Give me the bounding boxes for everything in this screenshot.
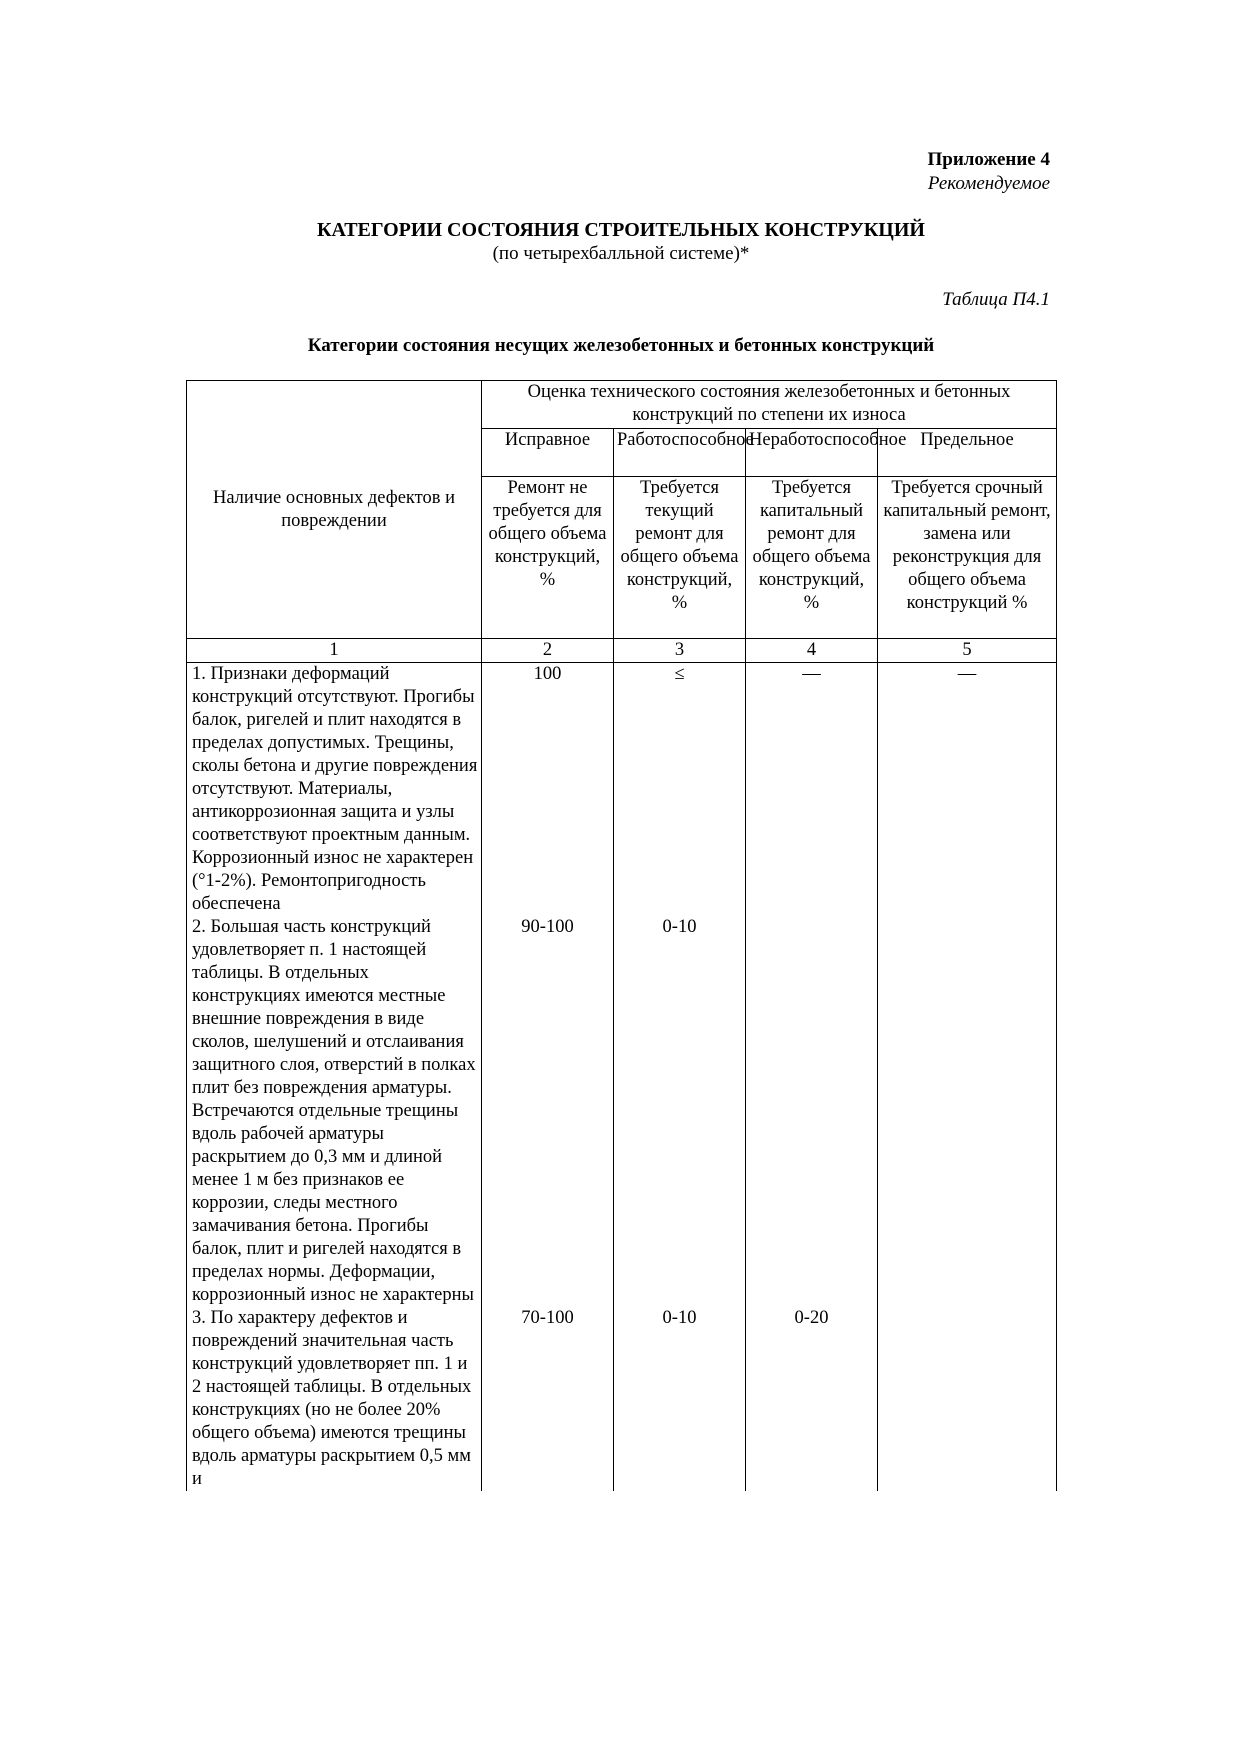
value-critical [878, 916, 1057, 1307]
document-title: КАТЕГОРИИ СОСТОЯНИЯ СТРОИТЕЛЬНЫХ КОНСТРУКЦИЙ [317, 219, 925, 241]
header-action-current: Требуется текущий ремонт для общего объема конструкций, % [614, 477, 746, 639]
condition-categories-table [186, 380, 1057, 1491]
value-operable: 0-10 [614, 1307, 746, 1491]
column-number: 3 [614, 639, 746, 663]
value-critical: — [878, 663, 1057, 917]
header-action-none: Ремонт не требуется для общего объема конструкций, % [482, 477, 614, 639]
value-serviceable: 90-100 [482, 916, 614, 1307]
header-state-critical: Предельное [878, 429, 1057, 477]
defect-description: 2. Большая часть конструкций удовлетворяет п. 1 настоящей таблицы. В отдельных конструкциях имеются местные внешние повреждения в виде сколов, шелушений и отслаивания защитного слоя, отверстий в полках плит без повреждения арматуры. Встречаются отдельные трещины вдоль рабочей арматуры раскрытием до 0,3 мм и длиной менее 1 м без признаков ее коррозии, следы местного замачивания бетона. Прогибы балок, плит и ригелей находятся в пределах нормы. Деформации, коррозионный износ не характерны [187, 916, 482, 1307]
value-critical [878, 1307, 1057, 1491]
header-action-capital: Требуется капитальный ремонт для общего объема конструкций, % [746, 477, 878, 639]
header-state-serviceable: Исправное [482, 429, 614, 477]
defect-description: 1. Признаки деформаций конструкций отсутствуют. Прогибы балок, ригелей и плит находятся в пределах допустимых. Трещины, сколы бетона и другие повреждения отсутствуют. Материалы, антикоррозионная защита и узлы соответствуют проектным данным. Коррозионный износ не характерен (°1-2%). Ремонтопригодность обеспечена [187, 663, 482, 917]
column-number: 1 [187, 639, 482, 663]
value-serviceable: 70-100 [482, 1307, 614, 1491]
header-state-inoperable: Неработоспособное [746, 429, 878, 477]
table-row [187, 663, 1057, 917]
header-defects: Наличие основных дефектов и повреждении [187, 381, 482, 639]
document-subtitle: (по четырехбалльной системе)* [492, 243, 750, 264]
value-inoperable [746, 916, 878, 1307]
table-reference: Таблица П4.1 [942, 289, 1050, 310]
table-title: Категории состояния несущих железобетонных и бетонных конструкций [307, 335, 935, 356]
annex-status: Рекомендуемое [927, 173, 1050, 194]
column-number: 5 [878, 639, 1057, 663]
value-inoperable: — [746, 663, 878, 917]
value-operable: ≤ [614, 663, 746, 917]
table-row [187, 916, 1057, 1307]
header-assessment-group: Оценка технического состояния железобетонных и бетонных конструкций по степени их износа [482, 381, 1057, 429]
value-inoperable: 0-20 [746, 1307, 878, 1491]
column-number: 2 [482, 639, 614, 663]
table-row [187, 1307, 1057, 1491]
value-operable: 0-10 [614, 916, 746, 1307]
column-number: 4 [746, 639, 878, 663]
header-state-operable: Работоспособное [614, 429, 746, 477]
defect-description: 3. По характеру дефектов и повреждений значительная часть конструкций удовлетворяет пп. 1 и 2 настоящей таблицы. В отдельных конструкциях (но не более 20% общего объема) имеются трещины вдоль арматуры раскрытием 0,5 мм и [187, 1307, 482, 1491]
header-action-urgent: Требуется срочный капитальный ремонт, замена или реконструкция для общего объема конструкций % [878, 477, 1057, 639]
column-number-row [187, 639, 1057, 663]
value-serviceable: 100 [482, 663, 614, 917]
annex-number: Приложение 4 [927, 149, 1050, 170]
